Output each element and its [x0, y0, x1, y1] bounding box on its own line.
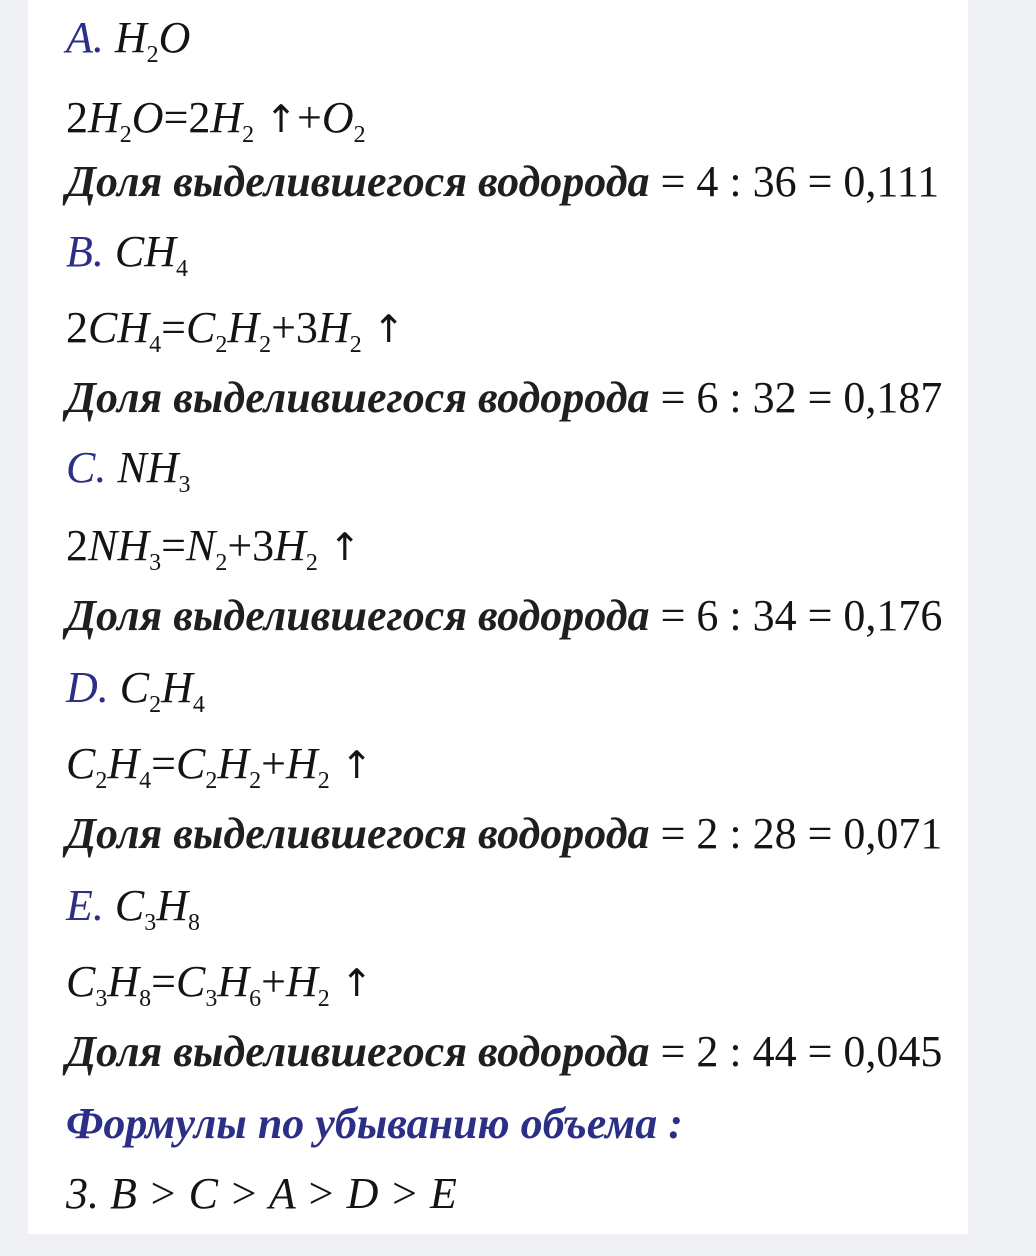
section-d-fraction-text: Доля выделившегося водорода — [66, 809, 650, 858]
section-a-equation: $2H_2O=2H_2$ $↑+O_2$ — [66, 93, 366, 148]
section-e-fraction — [66, 1026, 942, 1078]
section-d-fraction — [66, 808, 942, 860]
section-c-fraction-value: = 6 : 34 = 0,176 — [660, 591, 943, 640]
section-e-fraction-text: Доля выделившегося водорода — [66, 1027, 650, 1076]
conclusion-heading: Формулы по убыванию объема : — [66, 1099, 683, 1148]
conclusion-answer: 3. B > C > A > D > E — [66, 1169, 457, 1218]
section-c-fraction — [66, 590, 942, 642]
section-d-heading — [66, 662, 205, 718]
section-e-compound: $C_3H_8$ — [114, 881, 201, 936]
section-d-label: D. — [66, 663, 109, 712]
section-b-compound: $CH_4$ — [114, 227, 189, 282]
section-b-fraction-text: Доля выделившегося водорода — [66, 373, 650, 422]
section-c-label: C. — [66, 443, 107, 492]
section-a-fraction-text: Доля выделившегося водорода — [66, 157, 650, 206]
section-a-compound: $H_2O$ — [114, 13, 191, 68]
section-e-label: E. — [66, 881, 104, 930]
section-a-heading — [66, 12, 191, 68]
section-b-heading — [66, 226, 189, 282]
section-a-fraction — [66, 156, 939, 208]
section-b-fraction-value: = 6 : 32 = 0,187 — [660, 373, 943, 422]
section-d-compound: $C_2H_4$ — [119, 663, 205, 718]
section-c-equation: $2NH_3=N_2+3H_2$ ↑ — [66, 521, 361, 576]
section-c-compound: $NH_3$ — [117, 443, 191, 498]
section-c-fraction-text: Доля выделившегося водорода — [66, 591, 650, 640]
section-e-heading — [66, 880, 201, 936]
section-e-equation: $C_3H_8=C_3H_6+H_2$ ↑ — [66, 957, 373, 1012]
section-b-fraction — [66, 372, 942, 424]
section-d-fraction-value: = 2 : 28 = 0,071 — [660, 809, 943, 858]
solution-sheet — [28, 0, 968, 1234]
section-b-label: B. — [66, 227, 104, 276]
section-a-label: A. — [66, 13, 104, 62]
section-d-equation: $C_2H_4=C_2H_2+H_2$ ↑ — [66, 739, 373, 794]
section-e-fraction-value: = 2 : 44 = 0,045 — [660, 1027, 943, 1076]
section-c-heading — [66, 442, 191, 498]
section-b-equation: $2CH_4=C_2H_2+3H_2$ ↑ — [66, 303, 405, 358]
section-a-fraction-value: = 4 : 36 = 0,111 — [660, 157, 940, 206]
